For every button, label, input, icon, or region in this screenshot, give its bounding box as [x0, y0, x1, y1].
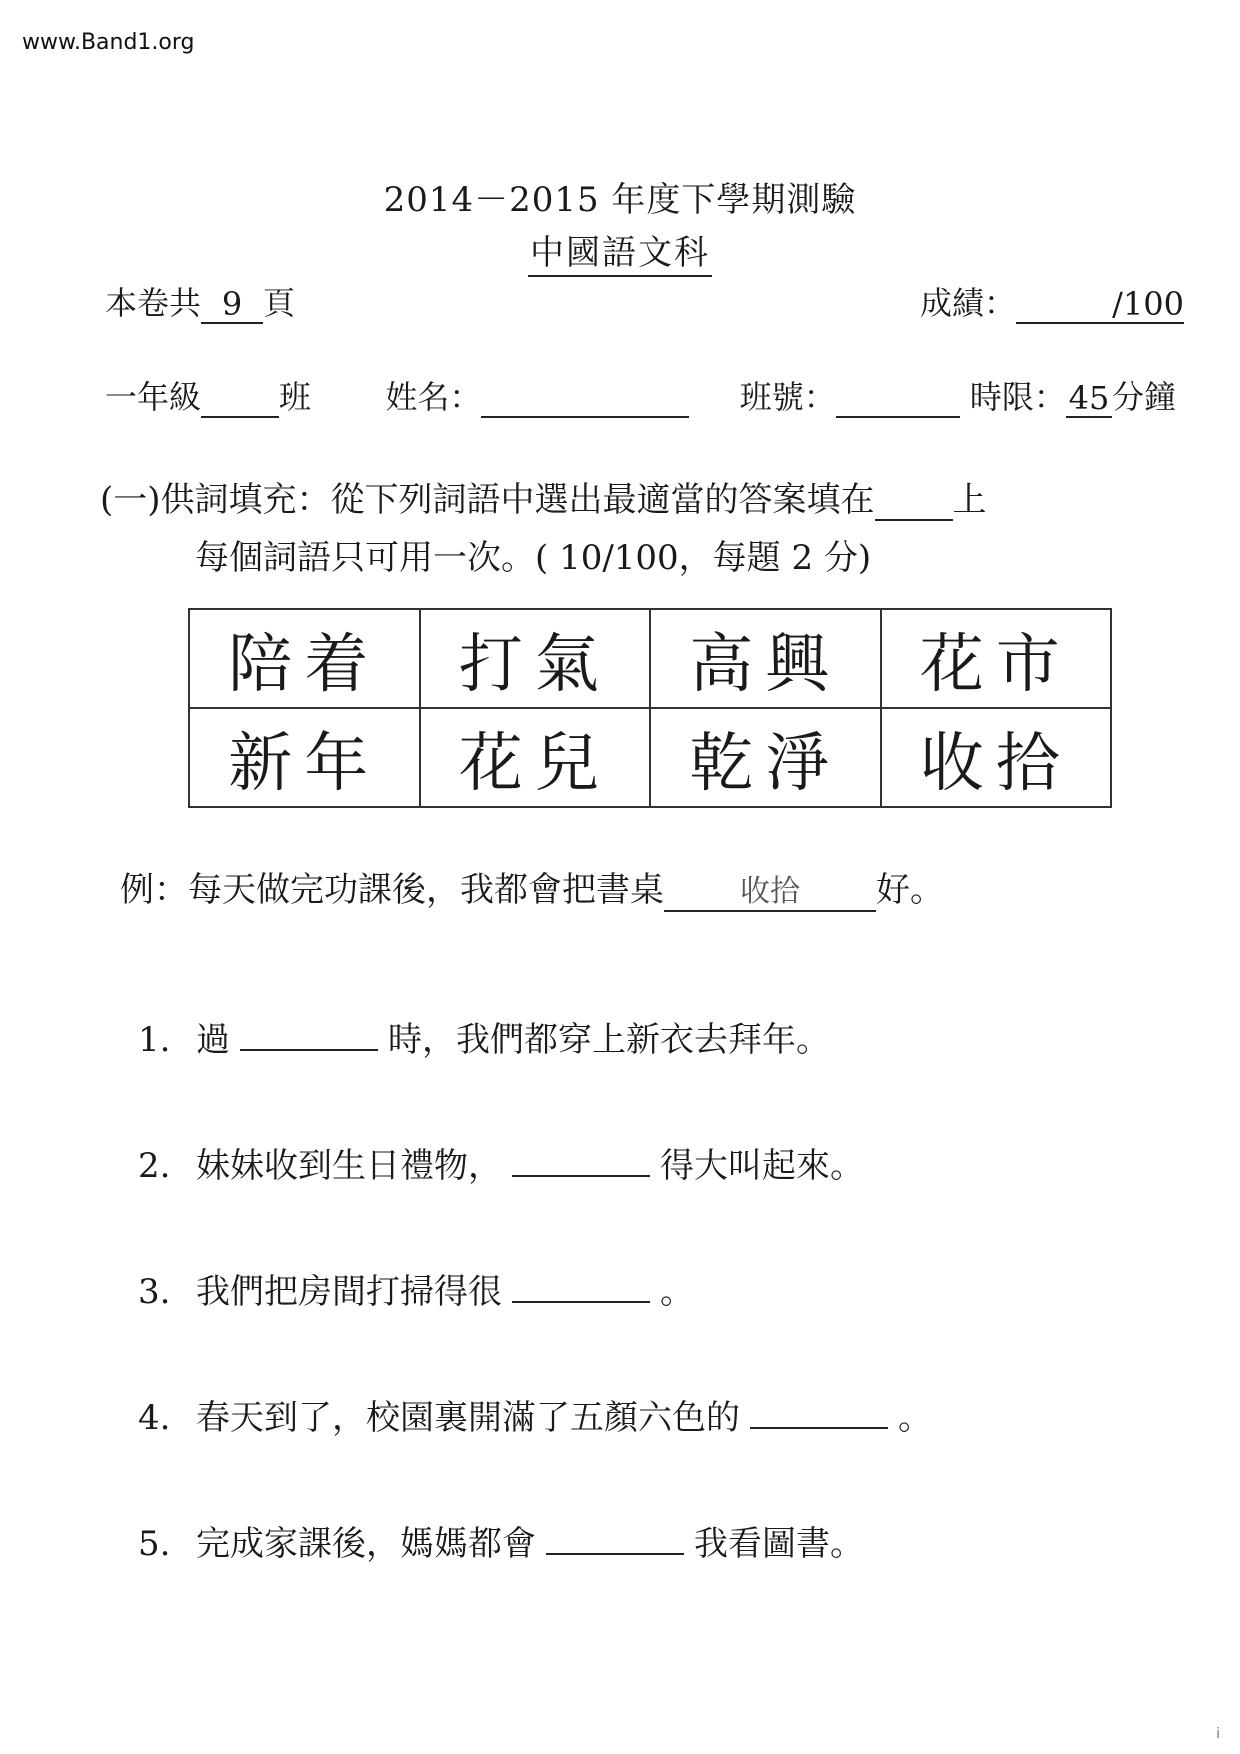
- time-value: 45: [1066, 380, 1112, 418]
- answer-blank-3[interactable]: [512, 1271, 650, 1303]
- site-watermark: www.Band1.org: [22, 30, 195, 55]
- page-count-value: 9: [201, 286, 263, 324]
- grade-label: 一年級: [105, 378, 202, 416]
- question-2: 2. 妹妹收到生日禮物， 得大叫起來。: [138, 1146, 864, 1186]
- word-bank-cell: 新年: [189, 708, 420, 807]
- question-3: 3. 我們把房間打掃得很 。: [138, 1272, 694, 1312]
- number-label: 班號：: [739, 378, 836, 416]
- example-answer: 收拾: [664, 866, 876, 912]
- time-unit: 分鐘: [1111, 378, 1176, 416]
- word-bank-cell: 收拾: [881, 708, 1112, 807]
- answer-blank-5[interactable]: [546, 1523, 684, 1555]
- score-blank[interactable]: /100: [1016, 286, 1184, 324]
- word-bank-cell: 花兒: [420, 708, 651, 807]
- section-heading: (一)供詞填充：從下列詞語中選出最適當的答案填在 上: [100, 480, 987, 520]
- page-count: 本卷共 9 頁: [105, 284, 296, 323]
- word-bank-cell: 花市: [881, 609, 1112, 708]
- class-blank[interactable]: [201, 380, 279, 418]
- section-instructions: 每個詞語只可用一次。( 10/100，每題 2 分): [195, 538, 872, 578]
- word-bank-cell: 高興: [650, 609, 881, 708]
- subject-title: 中國語文科: [0, 225, 1240, 274]
- number-blank[interactable]: [836, 380, 960, 418]
- time-label: 時限：: [969, 378, 1066, 416]
- word-bank-cell: 打氣: [420, 609, 651, 708]
- name-label: 姓名：: [385, 378, 482, 416]
- question-1: 1. 過 時，我們都穿上新衣去拜年。: [138, 1020, 830, 1060]
- word-bank-row: [189, 609, 1111, 708]
- word-bank-row: [189, 708, 1111, 807]
- word-bank-cell: 乾淨: [650, 708, 881, 807]
- question-4: 4. 春天到了，校園裏開滿了五顏六色的 。: [138, 1398, 932, 1438]
- student-info-row: [105, 372, 1176, 418]
- word-bank-cell: 陪着: [189, 609, 420, 708]
- class-label: 班: [279, 378, 312, 416]
- answer-blank-1[interactable]: [240, 1019, 378, 1051]
- corner-mark: i: [1216, 1726, 1220, 1742]
- heading-blank-sample: [875, 489, 953, 521]
- name-blank[interactable]: [481, 380, 689, 418]
- question-5: 5. 完成家課後，媽媽都會 我看圖書。: [138, 1524, 864, 1564]
- answer-blank-4[interactable]: [750, 1397, 888, 1429]
- word-bank-table: [188, 608, 1112, 808]
- score-field: 成績： /100: [920, 284, 1185, 323]
- exam-title: 2014－2015 年度下學期測驗: [383, 180, 857, 220]
- answer-blank-2[interactable]: [512, 1145, 650, 1177]
- example-sentence: 例：每天做完功課後，我都會把書桌 收拾 好。: [120, 862, 944, 912]
